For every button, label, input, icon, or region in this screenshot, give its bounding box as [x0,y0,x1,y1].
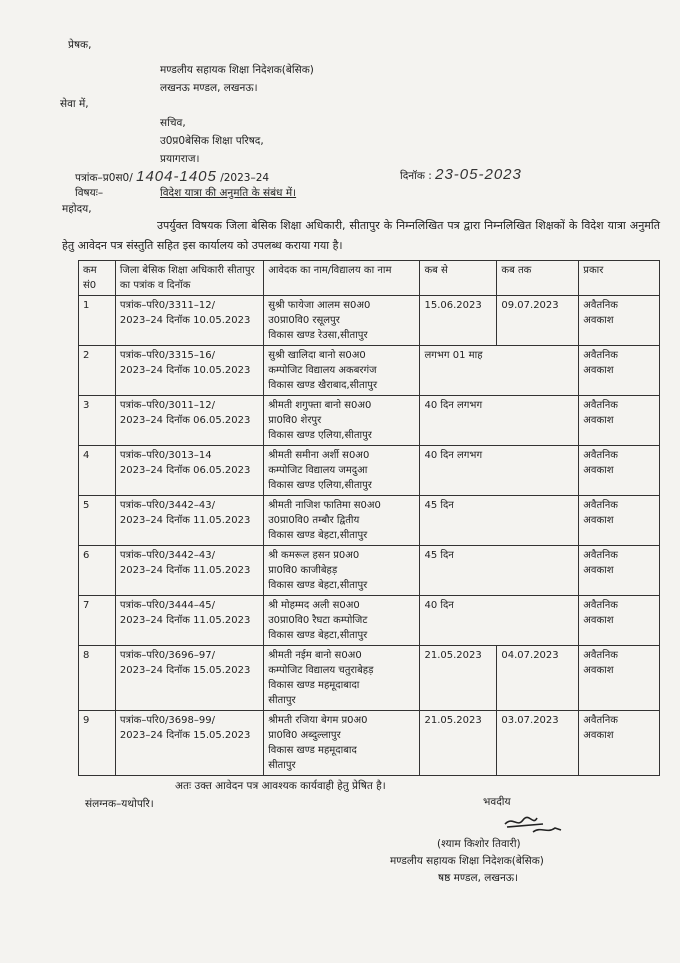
serial-number: 9 [79,711,116,776]
table-row [79,496,660,546]
sender-label: प्रेषक, [68,39,92,51]
table-header-row [79,261,660,296]
leave-duration: 40 दिन [420,596,579,646]
column-header: कम सं0 [79,261,116,296]
salutation: महोदय, [62,203,92,215]
serial-number: 3 [79,396,116,446]
table-row [79,296,660,346]
body-paragraph: उपर्युक्त विषयक जिला बेसिक शिक्षा अधिकारी, सीतापुर के निम्नलिखित पत्र द्वारा निम्नलिखित शिक्षकों के विदेश यात्रा अनुमति हेतु आवेदन पत्र संस्तुति सहित इस कार्यालय को उपलब्ध कराया गया है। [62,219,660,252]
ref-suffix: /2023–24 [220,172,270,184]
serial-number: 4 [79,446,116,496]
letter-reference: पत्रांक–परि0/3311–12/ 2023–24 दिनॉक 10.05.2023 [115,296,263,346]
date-line [400,166,522,183]
column-header: आवेदक का नाम/विद्यालय का नाम [264,261,420,296]
table-row [79,346,660,396]
to-date: 03.07.2023 [497,711,579,776]
from-date: 15.06.2023 [420,296,497,346]
letter-reference: पत्रांक–परि0/3011–12/ 2023–24 दिनॉक 06.05.2023 [115,396,263,446]
letter-reference: पत्रांक–परि0/3444–45/ 2023–24 दिनॉक 11.05.2023 [115,596,263,646]
table-row [79,646,660,711]
serial-number: 8 [79,646,116,711]
leave-duration: 45 दिन [420,546,579,596]
applicant-details: श्रीमती नाजिश फातिमा स0अ0 उ0प्रा0वि0 तम्बौर द्वितीय विकास खण्ड बेहटा,सीतापुर [264,496,420,546]
signature-block [62,793,660,893]
subject-label: विषयः– [75,187,104,199]
serial-number: 2 [79,346,116,396]
from-date: 21.05.2023 [420,646,497,711]
leave-type: अवैतनिक अवकाश [579,396,660,446]
enclosure: संलग्नक–यथोपरि। [85,798,154,810]
serial-number: 5 [79,496,116,546]
signatory-office: षष्ठ मण्डल, लखनऊ। [438,872,519,884]
to-date: 04.07.2023 [497,646,579,711]
applicant-details: श्रीमती समीना अर्शी स0अ0 कम्पोजिट विद्यालय जमदुआ विकास खण्ड एलिया,सीतापुर [264,446,420,496]
table-row [79,446,660,496]
sender-office: लखनऊ मण्डल, लखनऊ। [160,82,258,94]
ref-prefix: पत्रांक–प्र0स0/ [75,172,133,184]
applicant-details: श्रीमती नईम बानो स0अ0 कम्पोजिट विद्यालय चतुराबेहड़ विकास खण्ड महमूदाबादा सीतापुर [264,646,420,711]
from-date: 21.05.2023 [420,711,497,776]
leave-duration: 45 दिन [420,496,579,546]
leave-duration: 40 दिन लगभग [420,446,579,496]
date-label: दिनॉक : [400,170,432,182]
table-row [79,546,660,596]
applications-table [78,260,660,776]
closing-line: अतः उक्त आवेदन पत्र आवश्यक कार्यवाही हेतु प्रेषित है। [175,780,386,792]
column-header: प्रकार [579,261,660,296]
leave-type: अवैतनिक अवकाश [579,296,660,346]
leave-type: अवैतनिक अवकाश [579,711,660,776]
date-value: 23-05-2023 [435,166,522,183]
subject: विदेश यात्रा की अनुमति के संबंध में। [160,187,297,199]
letter-reference: पत्रांक–परि0/3442–43/ 2023–24 दिनॉक 11.05.2023 [115,496,263,546]
leave-type: अवैतनिक अवकाश [579,446,660,496]
applicant-details: श्रीमती शगुफ्ता बानो स0अ0 प्रा0वि0 शेरपुर विकास खण्ड एलिया,सीतापुर [264,396,420,446]
column-header: कब से [420,261,497,296]
applicant-details: सुश्री फायेजा आलम स0अ0 उ0प्रा0वि0 रसूलपुर विकास खण्ड रेउसा,सीतापुर [264,296,420,346]
letter-reference: पत्रांक–परि0/3696–97/ 2023–24 दिनॉक 15.05.2023 [115,646,263,711]
letter-reference: पत्रांक–परि0/3442–43/ 2023–24 दिनॉक 11.05.2023 [115,546,263,596]
table-row [79,596,660,646]
signature [503,813,563,835]
leave-duration: 40 दिन लगभग [420,396,579,446]
applicant-details: श्री कमरूल हसन प्र0अ0 प्रा0वि0 काजीबेहड़ विकास खण्ड बेहटा,सीतापुर [264,546,420,596]
serial-number: 6 [79,546,116,596]
serial-number: 1 [79,296,116,346]
leave-type: अवैतनिक अवकाश [579,596,660,646]
leave-duration: लगभग 01 माह [420,346,579,396]
to-date: 09.07.2023 [497,296,579,346]
leave-type: अवैतनिक अवकाश [579,496,660,546]
applicant-details: श्री मोहम्मद अली स0अ0 उ0प्रा0वि0 रैघटा कम्पोजिट विकास खण्ड बेहटा,सीतापुर [264,596,420,646]
applicant-details: सुश्री खालिदा बानो स0अ0 कम्पोजिट विद्यालय अकबरगंज विकास खण्ड खैराबाद,सीतापुर [264,346,420,396]
yours-faithfully: भवदीय [483,796,511,808]
letter-body [62,216,660,893]
leave-type: अवैतनिक अवकाश [579,346,660,396]
sender-designation: मण्डलीय सहायक शिक्षा निदेशक(बेसिक) [160,64,314,76]
ref-number: 1404-1405 [136,168,217,185]
letter-reference: पत्रांक–परि0/3315–16/ 2023–24 दिनॉक 10.05.2023 [115,346,263,396]
column-header: जिला बेसिक शिक्षा अधिकारी सीतापुर का पत्रांक व दिनॉक [115,261,263,296]
to-label: सेवा में, [60,98,89,110]
letter-reference: पत्रांक–परि0/3698–99/ 2023–24 दिनॉक 15.05.2023 [115,711,263,776]
recipient-line: उ0प्र0बेसिक शिक्षा परिषद, [160,135,264,147]
signatory-designation: मण्डलीय सहायक शिक्षा निदेशक(बेसिक) [390,855,544,867]
reference-line [75,168,269,185]
letter-reference: पत्रांक–परि0/3013–14 2023–24 दिनॉक 06.05.2023 [115,446,263,496]
serial-number: 7 [79,596,116,646]
table-row [79,396,660,446]
column-header: कब तक [497,261,579,296]
recipient-line: सचिव, [160,117,186,129]
signatory-name: (श्याम किशोर तिवारी) [437,838,521,850]
leave-type: अवैतनिक अवकाश [579,546,660,596]
table-row [79,711,660,776]
recipient-line: प्रयागराज। [160,153,200,165]
applicant-details: श्रीमती रजिया बेगम प्र0अ0 प्रा0वि0 अब्दुल्लापुर विकास खण्ड महमूदाबाद सीतापुर [264,711,420,776]
leave-type: अवैतनिक अवकाश [579,646,660,711]
